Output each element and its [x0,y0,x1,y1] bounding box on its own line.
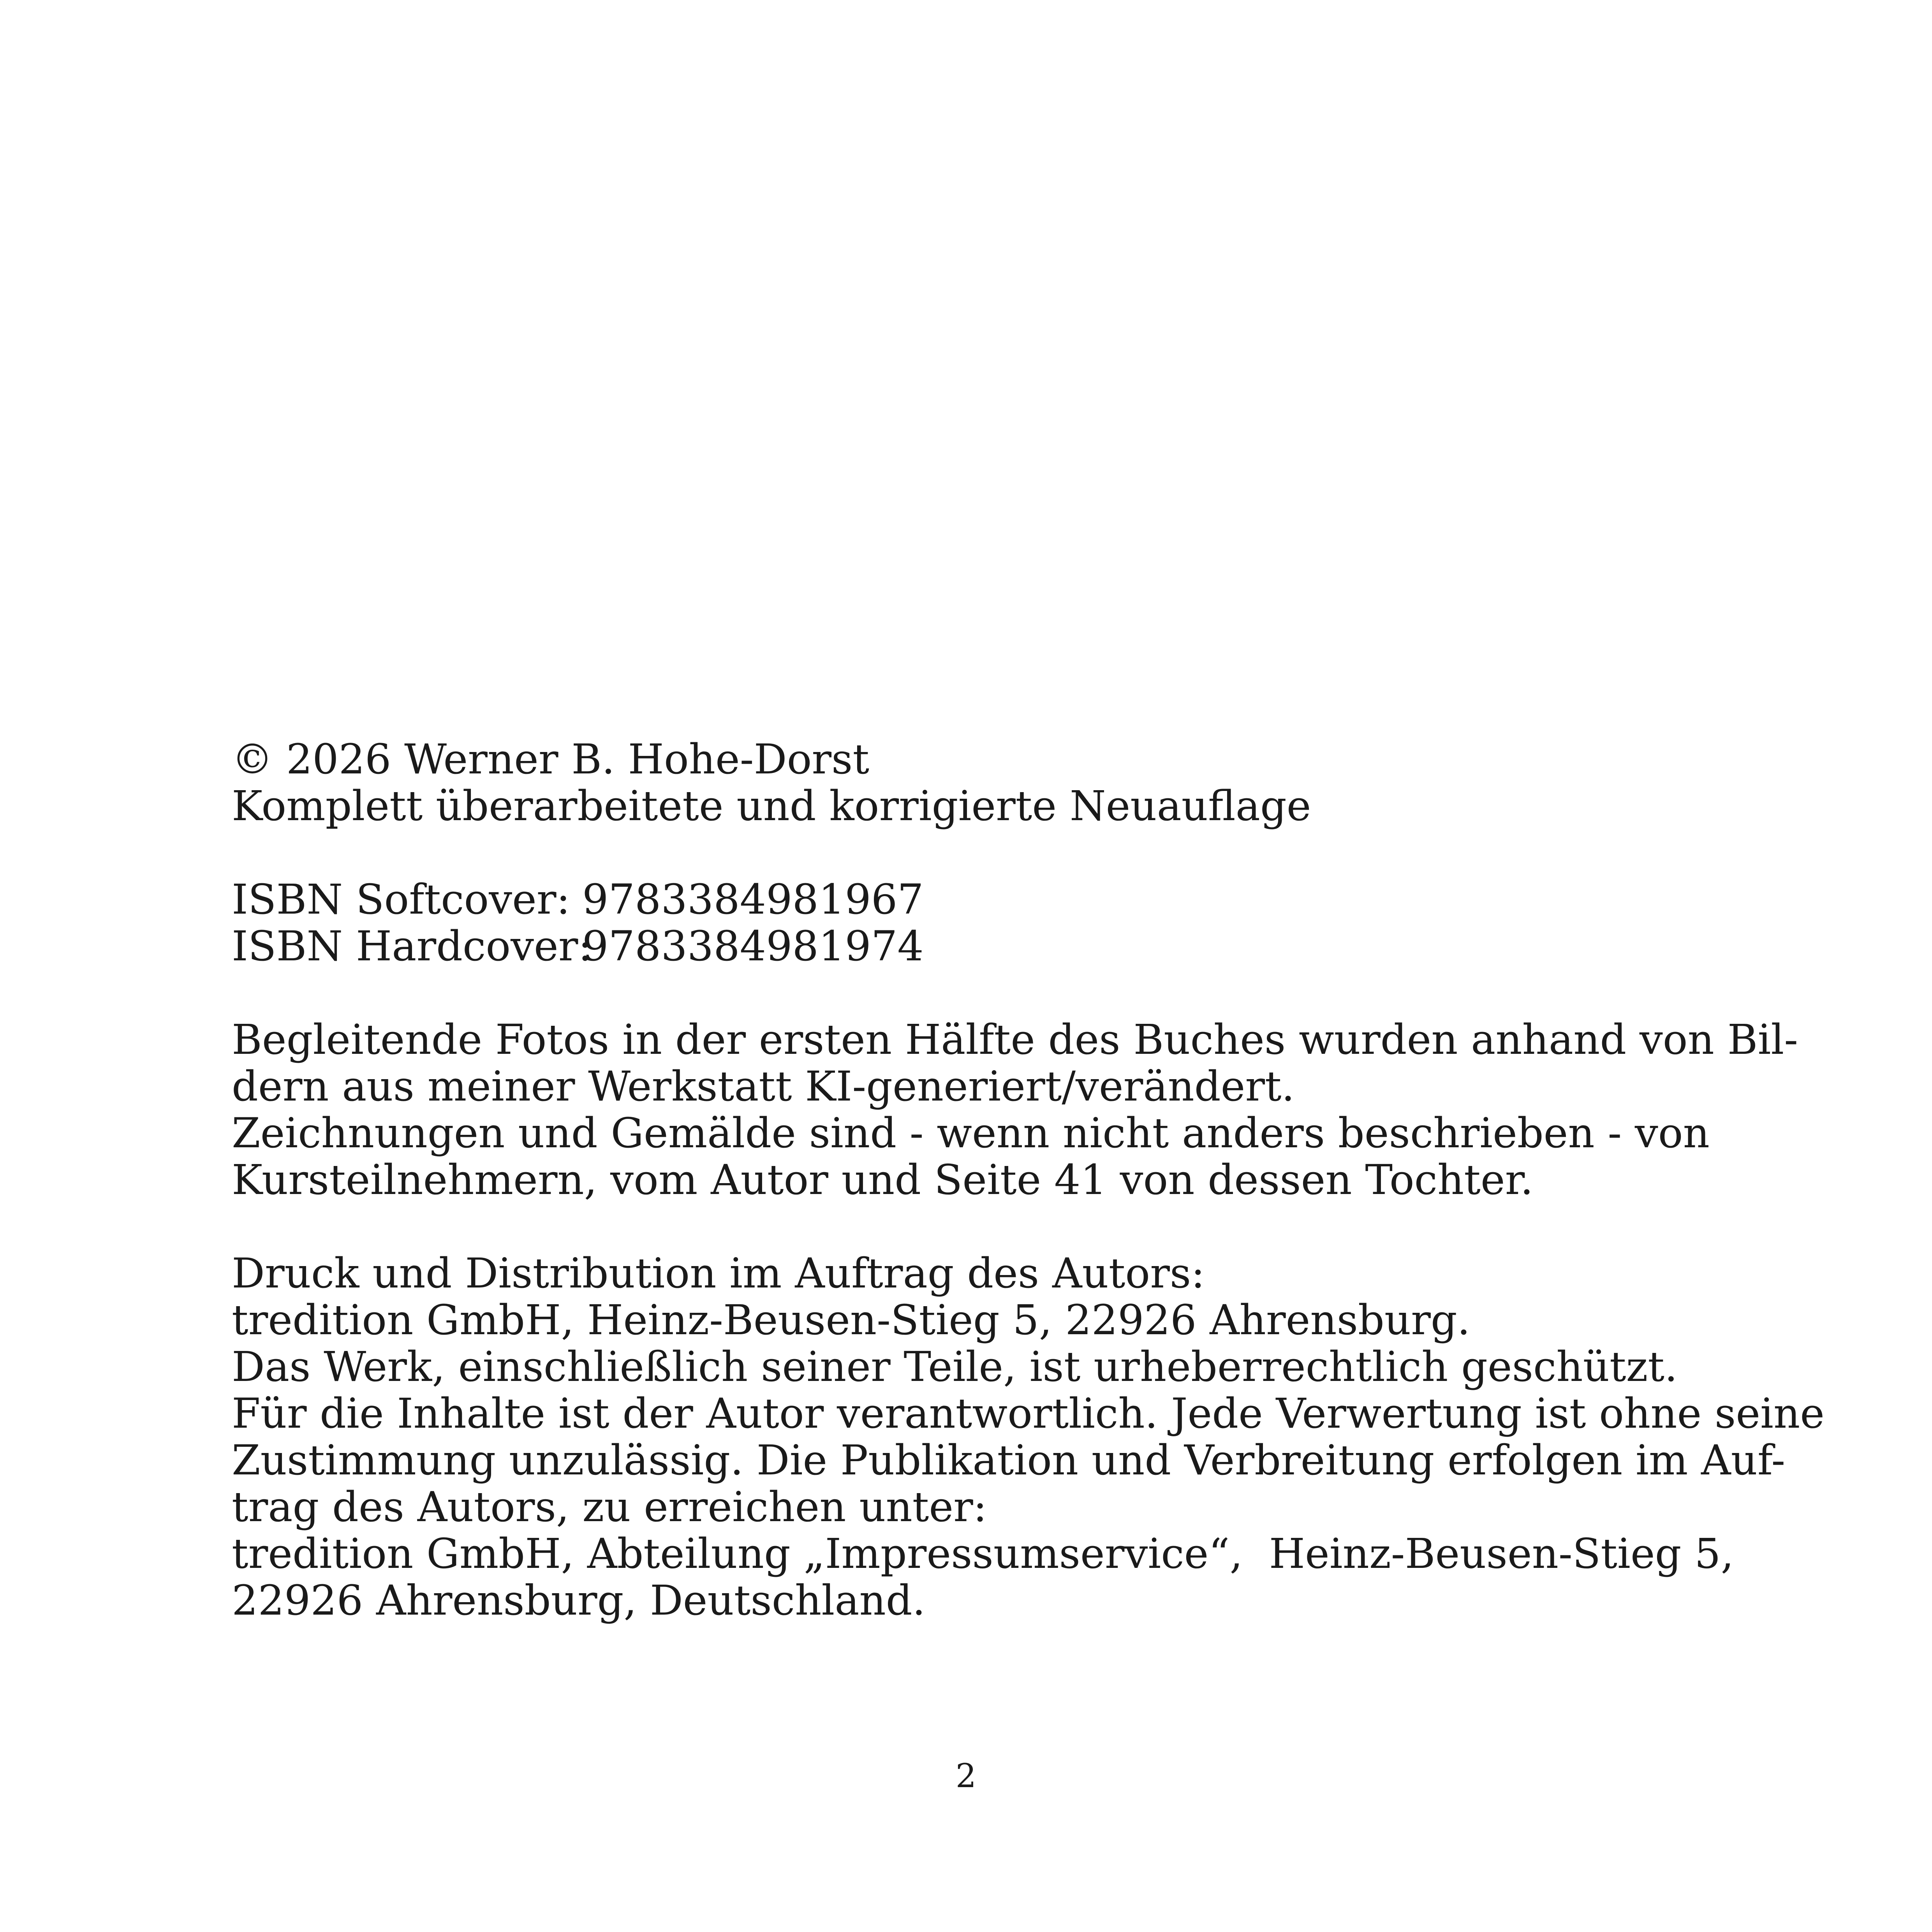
credits-line: Kursteilnehmern, vom Autor und Seite 41 von dessen Tochter. [232,1156,1534,1204]
legal-line: Druck und Distribution im Auftrag des Autors: [232,1249,1205,1297]
legal-line: Zustimmung unzulässig. Die Publikation und Verbreitung erfolgen im Auf- [232,1436,1786,1484]
isbn-softcover-value: 9783384981967 [582,875,924,923]
imprint-block [232,735,1825,1624]
legal-line: trag des Autors, zu erreichen unter: [232,1483,987,1531]
legal-line: tredition GmbH, Abteilung „Impressumservice“, Heinz-Beusen-Stieg 5, [232,1530,1734,1578]
credits-line: Begleitende Fotos in der ersten Hälfte des Buches wurden anhand von Bil- [232,1016,1798,1064]
spacer [232,1203,1712,1250]
legal-line: 22926 Ahrensburg, Deutschland. [232,1576,926,1624]
credits-line: dern aus meiner Werkstatt KI-generiert/verändert. [232,1062,1295,1110]
credits-line: Zeichnungen und Gemälde sind - wenn nicht anders beschrieben - von [232,1109,1710,1157]
page-number: 2 [955,1757,977,1795]
legal-line: Das Werk, einschließlich seiner Teile, ist urheberrechtlich geschützt. [232,1343,1678,1391]
edition-line: Komplett überarbeitete und korrigierte Neuauflage [232,782,1311,830]
isbn-hardcover-value: 9783384981974 [582,922,924,970]
isbn-softcover-row [232,876,1712,923]
isbn-hardcover-label: ISBN Hardcover: [232,922,592,970]
copyright-line: © 2026 Werner B. Hohe-Dorst [232,735,870,783]
spacer [232,970,1712,1016]
isbn-hardcover-row [232,923,1712,970]
legal-line: tredition GmbH, Heinz-Beusen-Stieg 5, 22926 Ahrensburg. [232,1296,1471,1344]
isbn-softcover-label: ISBN Softcover: [232,875,571,923]
spacer [232,830,1712,876]
legal-line: Für die Inhalte ist der Autor verantwortlich. Jede Verwertung ist ohne seine [232,1390,1825,1437]
